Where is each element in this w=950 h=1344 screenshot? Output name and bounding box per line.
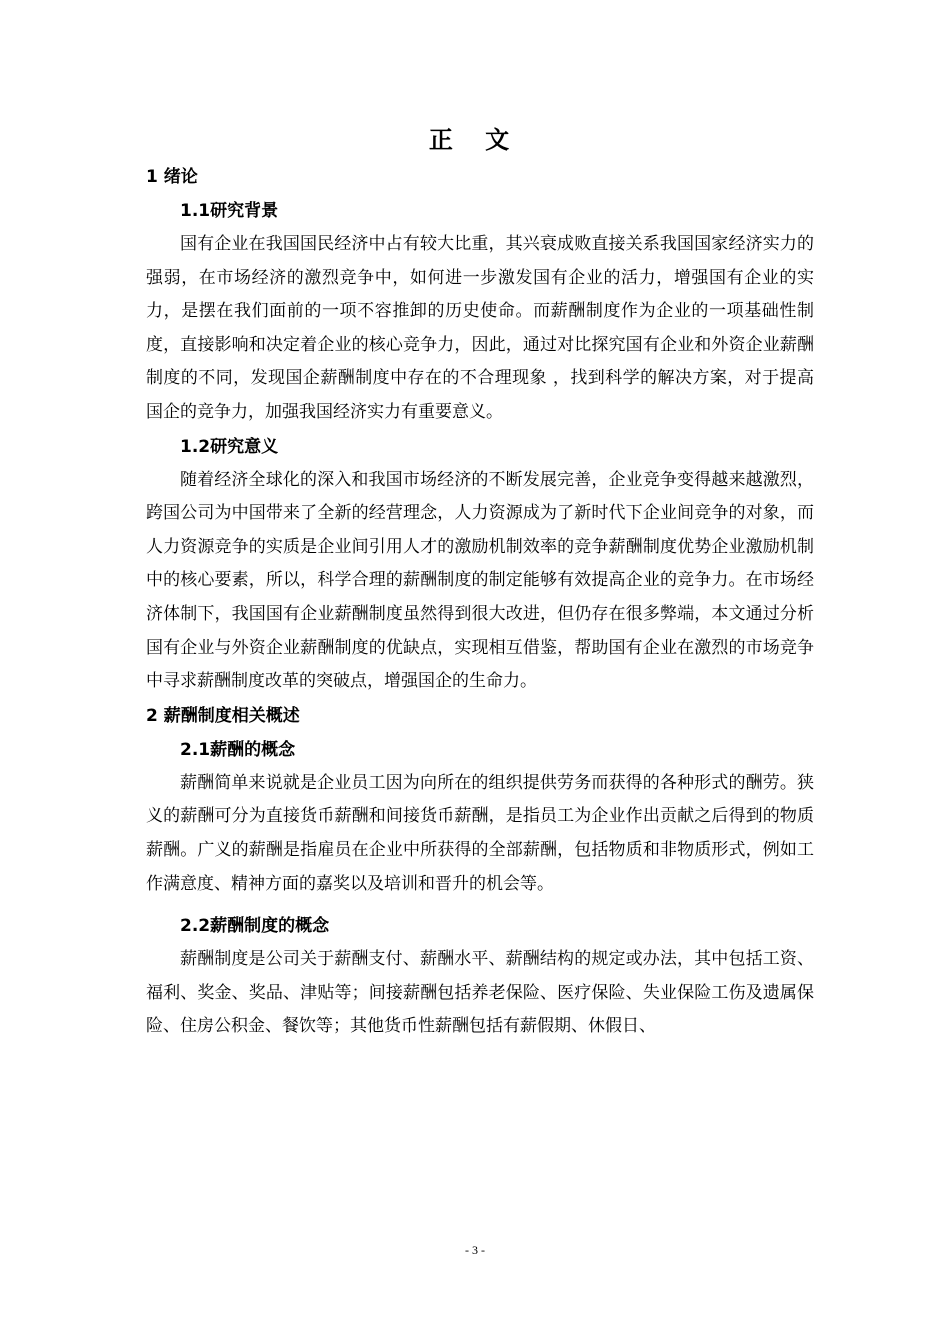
heading-2-1-compensation-concept: 2.1薪酬的概念 — [180, 739, 296, 760]
heading-2-compensation-overview: 2 薪酬制度相关概述 — [146, 705, 300, 726]
page-number: - 3 - — [465, 1243, 485, 1257]
paragraph-compensation-concept: 薪酬简单来说就是企业员工因为向所在的组织提供劳务而获得的各种形式的酬劳。狭义的薪酬可分为直接货币薪酬和间接货币薪酬，是指员工为企业作出贡献之后得到的物质薪酬。广义的薪酬是指雇员在企业中所获得的全部薪酬，包括物质和非物质形式，例如工作满意度、精神方面的嘉奖以及培训和晋升的机会等。 — [146, 772, 814, 894]
heading-1-introduction: 1 绪论 — [146, 167, 198, 187]
page-title: 正 文 — [428, 126, 522, 154]
paragraph-background: 国有企业在我国国民经济中占有较大比重，其兴衰成败直接关系我国国家经济实力的强弱，在市场经济的激烈竞争中，如何进一步激发国有企业的活力，增强国有企业的实力，是摆在我们面前的一项不容推卸的历史使命。而薪酬制度作为企业的一项基础性制度，直接影响和决定着企业的核心竞争力，因此，通过对比探究国有企业和外资企业薪酬制度的不同，发现国企薪酬制度中存在的不合理现象 ，找到科学的解决方案，对于提高国企的竞争力，加强我国经济实力有重要意义。 — [146, 234, 814, 422]
paragraph-significance: 随着经济全球化的深入和我国市场经济的不断发展完善，企业竞争变得越来越激烈，跨国公司为中国带来了全新的经营理念，人力资源成为了新时代下企业间竞争的对象，而人力资源竞争的实质是企业间引用人才的激励机制效率的竞争薪酬制度优势企业激励机制中的核心要素，所以，科学合理的薪酬制度的制定能够有效提高企业的竞争力。在市场经济体制下，我国国有企业薪酬制度虽然得到很大改进，但仍存在很多弊端，本文通过分析国有企业与外资企业薪酬制度的优缺点，实现相互借鉴，帮助国有企业在激烈的市场竞争中寻求薪酬制度改革的突破点，增强国企的生命力。 — [146, 469, 814, 692]
paragraph-compensation-system-concept: 薪酬制度是公司关于薪酬支付、薪酬水平、薪酬结构的规定或办法，其中包括工资、福利、奖金、奖品、津贴等；间接薪酬包括养老保险、医疗保险、失业保险工伤及遗属保险、住房公积金、餐饮等；其他货币性薪酬包括有薪假期、休假日、 — [146, 949, 814, 1037]
document-body — [146, 160, 814, 1044]
heading-1-1-background: 1.1研究背景 — [180, 201, 279, 221]
heading-1-2-significance: 1.2研究意义 — [180, 436, 279, 457]
heading-2-2-compensation-system-concept: 2.2薪酬制度的概念 — [180, 916, 330, 937]
